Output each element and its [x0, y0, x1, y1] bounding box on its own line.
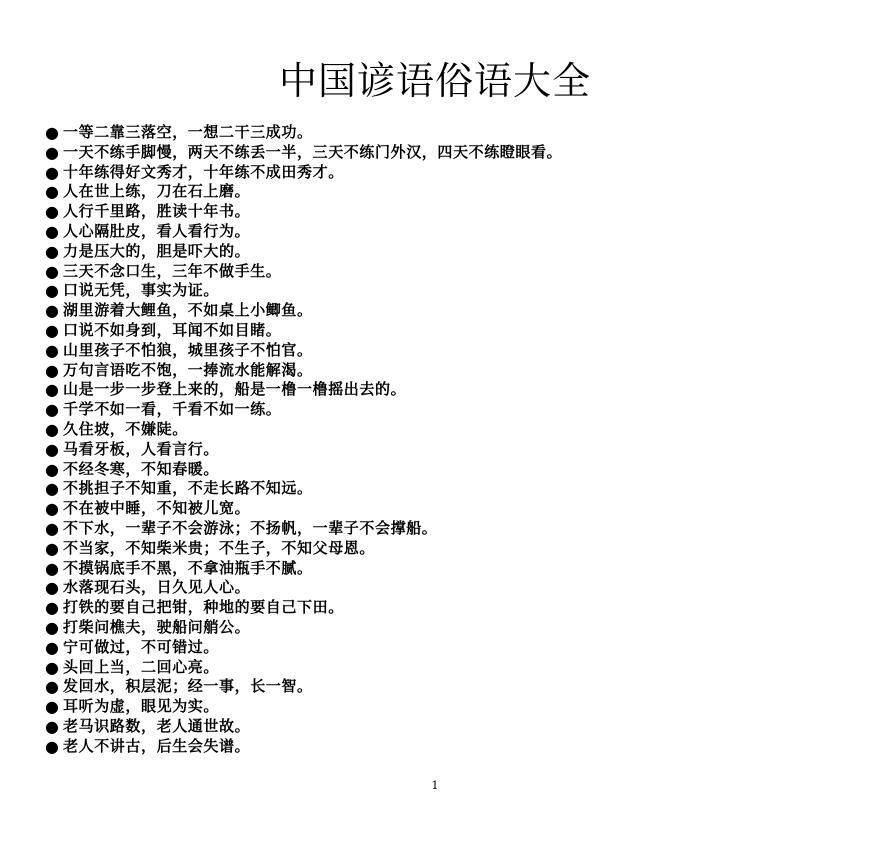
list-item: [45, 242, 562, 262]
proverb-text: 十年练得好文秀才，十年练不成田秀才。: [63, 162, 344, 181]
list-item: [45, 539, 562, 559]
bullet-icon: ●: [45, 558, 60, 578]
bullet-icon: ●: [45, 182, 60, 202]
bullet-icon: ●: [45, 419, 60, 439]
proverb-text: 口说不如身到，耳闻不如目睹。: [63, 320, 282, 339]
proverb-text: 不挑担子不知重，不走长路不知远。: [63, 479, 313, 498]
proverb-text: 马看牙板，人看言行。: [63, 439, 220, 458]
page-title: 中国谚语俗语大全: [278, 59, 591, 103]
proverb-text: 力是压大的，胆是吓大的。: [63, 241, 251, 260]
list-item: [45, 598, 562, 618]
bullet-icon: ●: [45, 123, 60, 142]
list-item: [45, 301, 562, 321]
list-item: [45, 163, 562, 183]
list-item: [45, 202, 562, 222]
proverb-text: 万句言语吃不饱，一捧流水能解渴。: [63, 360, 313, 379]
proverb-text: 人在世上练，刀在石上磨。: [63, 182, 251, 201]
list-item: [45, 222, 562, 242]
proverb-text: 不下水，一辈子不会游泳；不扬帆，一辈子不会撑船。: [63, 518, 438, 537]
bullet-icon: ●: [45, 142, 60, 162]
list-item: [45, 697, 562, 717]
list-item: [45, 717, 562, 737]
proverb-text: 人行千里路，胜读十年书。: [63, 202, 251, 221]
list-item: [45, 143, 562, 163]
proverb-text: 不在被中睡，不知被儿宽。: [63, 499, 251, 518]
proverb-text: 老马识路数，老人通世故。: [63, 716, 251, 735]
bullet-icon: ●: [45, 637, 60, 657]
bullet-icon: ●: [45, 499, 60, 519]
list-item: [45, 400, 562, 420]
bullet-icon: ●: [45, 241, 60, 261]
proverb-text: 发回水，积层泥；经一事，长一智。: [63, 677, 313, 696]
bullet-icon: ●: [45, 518, 60, 538]
list-item: [45, 341, 562, 361]
list-item: [45, 737, 562, 757]
proverb-text: 打铁的要自己把钳，种地的要自己下田。: [63, 598, 344, 617]
proverb-text: 口说无凭，事实为证。: [63, 281, 220, 300]
proverb-list: [45, 123, 562, 757]
bullet-icon: ●: [45, 459, 60, 479]
bullet-icon: ●: [45, 301, 60, 321]
bullet-icon: ●: [45, 340, 60, 360]
bullet-icon: ●: [45, 380, 60, 400]
bullet-icon: ●: [45, 479, 60, 499]
bullet-icon: ●: [45, 657, 60, 677]
list-item: [45, 499, 562, 519]
list-item: [45, 321, 562, 341]
list-item: [45, 361, 562, 381]
bullet-icon: ●: [45, 281, 60, 301]
list-item: [45, 479, 562, 499]
bullet-icon: ●: [45, 261, 60, 281]
proverb-text: 老人不讲古，后生会失谱。: [63, 736, 251, 755]
bullet-icon: ●: [45, 617, 60, 637]
list-item: [45, 420, 562, 440]
bullet-icon: ●: [45, 697, 60, 717]
proverb-text: 三天不念口生，三年不做手生。: [63, 261, 282, 280]
list-item: [45, 182, 562, 202]
list-item: [45, 658, 562, 678]
bullet-icon: ●: [45, 221, 60, 241]
bullet-icon: ●: [45, 716, 60, 736]
list-item: [45, 460, 562, 480]
list-item: [45, 440, 562, 460]
list-item: [45, 123, 562, 143]
proverb-text: 一等二靠三落空，一想二干三成功。: [63, 123, 313, 141]
list-item: [45, 618, 562, 638]
proverb-text: 打柴问樵夫，驶船问艄公。: [63, 617, 251, 636]
list-item: [45, 638, 562, 658]
proverb-text: 人心隔肚皮，看人看行为。: [63, 221, 251, 240]
list-item: [45, 281, 562, 301]
proverb-text: 耳听为虚，眼见为实。: [63, 697, 220, 716]
bullet-icon: ●: [45, 598, 60, 618]
bullet-icon: ●: [45, 578, 60, 598]
bullet-icon: ●: [45, 538, 60, 558]
bullet-icon: ●: [45, 400, 60, 420]
bullet-icon: ●: [45, 320, 60, 340]
proverb-text: 千学不如一看，千看不如一练。: [63, 400, 282, 419]
list-item: [45, 519, 562, 539]
proverb-text: 不摸锅底手不黑，不拿油瓶手不腻。: [63, 558, 313, 577]
proverb-text: 山里孩子不怕狼，城里孩子不怕官。: [63, 340, 313, 359]
list-item: [45, 262, 562, 282]
proverb-text: 湖里游着大鲤鱼，不如桌上小鲫鱼。: [63, 301, 313, 320]
bullet-icon: ●: [45, 677, 60, 697]
proverb-text: 水落现石头，日久见人心。: [63, 578, 251, 597]
proverb-text: 不当家，不知柴米贵；不生子，不知父母恩。: [63, 538, 376, 557]
proverb-text: 一天不练手脚慢，两天不练丢一半，三天不练门外汉，四天不练瞪眼看。: [63, 142, 563, 161]
list-item: [45, 677, 562, 697]
proverb-text: 头回上当，二回心亮。: [63, 657, 220, 676]
proverb-text: 不经冬寒，不知春暖。: [63, 459, 220, 478]
proverb-text: 久住坡，不嫌陡。: [63, 419, 188, 438]
proverb-text: 宁可做过，不可错过。: [63, 637, 220, 656]
list-item: [45, 578, 562, 598]
page-number: 1: [431, 779, 439, 792]
bullet-icon: ●: [45, 736, 60, 756]
list-item: [45, 559, 562, 579]
proverb-text: 山是一步一步登上来的，船是一橹一橹摇出去的。: [63, 380, 407, 399]
bullet-icon: ●: [45, 202, 60, 222]
bullet-icon: ●: [45, 439, 60, 459]
bullet-icon: ●: [45, 162, 60, 182]
list-item: [45, 380, 562, 400]
bullet-icon: ●: [45, 360, 60, 380]
